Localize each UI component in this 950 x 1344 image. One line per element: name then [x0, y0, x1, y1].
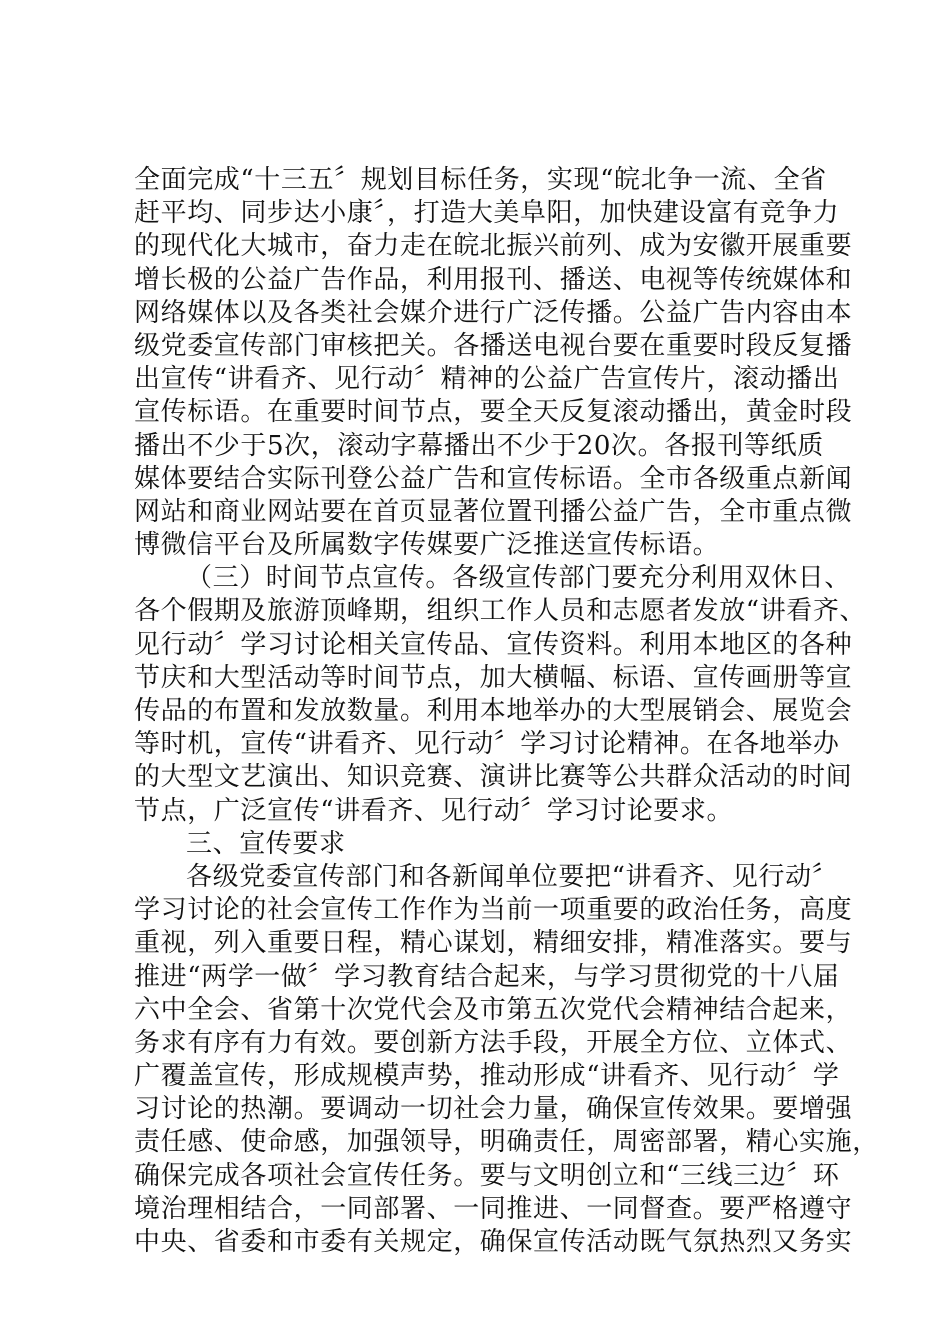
text-line: 等时机，宣传“讲看齐、见行动〞学习讨论精神。在各地举办 — [134, 729, 840, 760]
text-line: 增长极的公益广告作品，利用报刊、播送、电视等传统媒体和 — [134, 264, 853, 295]
section-heading-requirements: 三、宣传要求 — [186, 828, 346, 859]
text-line: 务求有序有力有效。要创新方法手段，开展全方位、立体式、 — [134, 1027, 853, 1058]
text-line: 赶平均、同步达小康〞，打造大美阜阳，加快建设富有竞争力 — [134, 198, 840, 229]
text-line: 级党委宣传部门审核把关。各播送电视台要在重要时段反复播 — [134, 330, 853, 361]
text-line: 播出不少于5次，滚动字幕播出不少于20次。各报刊等纸质 — [134, 430, 824, 461]
text-line: 的大型文艺演出、知识竞赛、演讲比赛等公共群众活动的时间 — [134, 762, 853, 793]
section-heading-time-node: （三）时间节点宣传。各级宣传部门要充分利用双休日、 — [186, 563, 852, 594]
text-line: 宣传标语。在重要时间节点，要全天反复滚动播出，黄金时段 — [134, 397, 853, 428]
text-line: 的现代化大城市，奋力走在皖北振兴前列、成为安徽开展重要 — [134, 231, 853, 262]
text-line: 节庆和大型活动等时间节点，加大横幅、标语、宣传画册等宣 — [134, 662, 853, 693]
text-line: 学习讨论的社会宣传工作作为当前一项重要的政治任务，高度 — [134, 895, 853, 926]
text-line: 见行动〞学习讨论相关宣传品、宣传资料。利用本地区的各种 — [134, 629, 853, 660]
text-line: 各个假期及旅游顶峰期，组织工作人员和志愿者发放“讲看齐、 — [134, 596, 867, 627]
text-line: 六中全会、省第十次党代会及市第五次党代会精神结合起来， — [134, 994, 853, 1025]
document-body — [134, 164, 879, 1259]
text-line: 责任感、使命感，加强领导，明确责任，周密部署，精心实施， — [134, 1127, 879, 1158]
text-line: 出宣传“讲看齐、见行动〞精神的公益广告宣传片，滚动播出 — [134, 364, 840, 395]
text-line: 网站和商业网站要在首页显著位置刊播公益广告，全市重点微 — [134, 496, 853, 527]
text-line: 网络媒体以及各类社会媒介进行广泛传播。公益广告内容由本 — [134, 297, 853, 328]
text-line: 重视，列入重要日程，精心谋划，精细安排，精准落实。要与 — [134, 928, 853, 959]
paragraph-start: 各级党委宣传部门和各新闻单位要把“讲看齐、见行动〞 — [186, 861, 839, 892]
text-line: 广覆盖宣传，形成规模声势，推动形成“讲看齐、见行动〞学 — [134, 1061, 840, 1092]
text-line: 传品的布置和发放数量。利用本地举办的大型展销会、展览会 — [134, 696, 853, 726]
text-line: 全面完成“十三五〞规划目标任务，实现“皖北争一流、全省 — [134, 165, 827, 195]
text-line: 中央、省委和市委有关规定，确保宣传活动既气氛热烈又务实 — [134, 1227, 853, 1257]
text-line: 节点，广泛宣传“讲看齐、见行动〞学习讨论要求。 — [134, 795, 734, 826]
text-line: 确保完成各项社会宣传任务。要与文明创立和“三线三边〞环 — [134, 1160, 840, 1191]
text-line: 媒体要结合实际刊登公益广告和宣传标语。全市各级重点新闻 — [134, 463, 853, 494]
text-line: 推进“两学一做〞学习教育结合起来，与学习贯彻党的十八届 — [134, 961, 840, 992]
text-line: 博微信平台及所属数字传媒要广泛推送宣传标语。 — [134, 530, 720, 561]
text-line: 习讨论的热潮。要调动一切社会力量，确保宣传效果。要增强 — [134, 1094, 853, 1125]
text-line: 境治理相结合，一同部署、一同推进、一同督查。要严格遵守 — [134, 1193, 853, 1224]
